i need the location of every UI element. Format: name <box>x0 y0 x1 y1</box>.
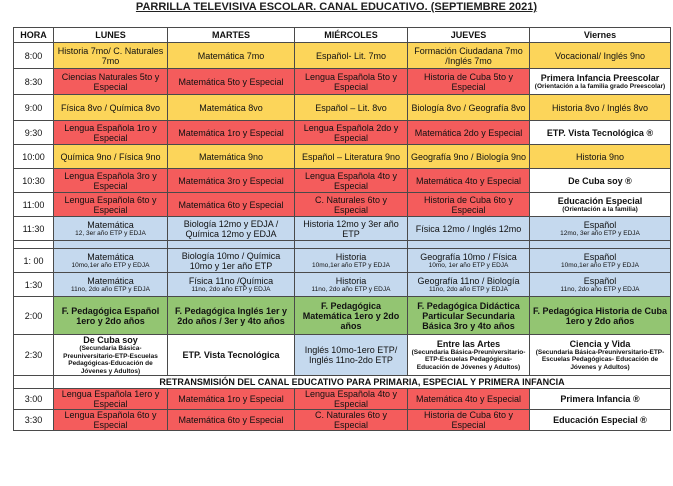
program-title: Lengua Española 3ro y Especial <box>64 170 157 191</box>
program-cell <box>408 95 530 121</box>
program-title: Entre las Artes <box>436 338 501 349</box>
program-title: F. Pedagógica Didáctica Particular Secundaria Básica 3ro y 4to años <box>417 300 520 331</box>
time-cell: 9:00 <box>14 95 54 121</box>
program-title: F. Pedagógica Español 1ero y 2do años <box>61 305 160 326</box>
program-title: Matemática <box>87 251 134 262</box>
retransmission-empty <box>14 376 54 389</box>
program-title: Historia <box>335 251 367 262</box>
program-title: F. Pedagógica Matemática 1ero y 2do años <box>302 300 400 331</box>
program-subtitle: (Secundaria Básica-Preuniversitario-ETP-Escuelas Pedagógicas-Educación de Jóvenes y Adultos) <box>63 345 158 375</box>
schedule-row <box>14 335 671 376</box>
schedule-row <box>14 95 671 121</box>
program-cell <box>168 95 295 121</box>
program-subtitle: 10mo,1er año ETP y EDJA <box>71 261 150 269</box>
program-cell <box>168 389 295 410</box>
program-title: Física 12mo / Inglés 12mo <box>415 223 522 234</box>
program-title: Educación Especial <box>557 195 643 206</box>
spacer-row <box>14 241 671 249</box>
program-title: Lengua Española 2do y Especial <box>303 122 399 143</box>
program-title: Lengua Española 6to y Especial <box>64 194 157 215</box>
program-cell <box>168 249 295 273</box>
program-title: Ciencia y Vida <box>569 338 631 349</box>
program-cell <box>54 169 168 193</box>
program-title: Geografía 10mo / Física <box>420 251 517 262</box>
program-title: Matemática 1ro y Especial <box>178 127 284 138</box>
spacer-cell <box>408 241 530 249</box>
schedule-row <box>14 145 671 169</box>
program-title: C. Naturales 6to y Especial <box>314 194 388 215</box>
program-cell <box>530 297 671 335</box>
program-title: Matemática 6to y Especial <box>178 415 284 425</box>
program-cell <box>54 145 168 169</box>
program-cell <box>530 95 671 121</box>
header-thursday: JUEVES <box>408 28 530 43</box>
program-cell <box>295 297 408 335</box>
program-cell <box>295 169 408 193</box>
program-title: Matemática 7mo <box>197 50 265 61</box>
program-title: Matemática 9no <box>198 151 264 162</box>
program-title: Ciencias Naturales 5to y Especial <box>61 71 160 92</box>
program-cell <box>408 193 530 217</box>
spacer-cell <box>14 241 54 249</box>
program-cell <box>54 121 168 145</box>
program-subtitle: 11no, 2do año ETP y EDJA <box>429 285 508 293</box>
schedule-row <box>14 169 671 193</box>
program-cell <box>54 389 168 410</box>
schedule-row <box>14 69 671 95</box>
program-cell <box>54 217 168 241</box>
program-title: Física 8vo / Química 8vo <box>60 102 161 113</box>
schedule-row <box>14 121 671 145</box>
program-cell <box>54 193 168 217</box>
time-cell: 8:00 <box>14 43 54 69</box>
program-title: Matemática 5to y Especial <box>178 76 284 87</box>
program-title: Matemática 6to y Especial <box>178 199 284 210</box>
program-title: Historia de Cuba 6to y Especial <box>423 410 514 430</box>
program-title: Lengua Española 6to y Especial <box>64 410 157 430</box>
program-title: ETP. Vista Tecnológica ® <box>546 127 654 138</box>
program-title: Educación Especial ® <box>553 415 647 425</box>
time-cell: 10:00 <box>14 145 54 169</box>
spacer-cell <box>54 241 168 249</box>
program-cell <box>530 145 671 169</box>
schedule-row <box>14 273 671 297</box>
schedule-row <box>14 410 671 431</box>
program-title: C. Naturales 6to y Especial <box>314 410 388 430</box>
program-cell <box>530 43 671 69</box>
program-cell <box>408 335 530 376</box>
header-row <box>14 28 671 43</box>
program-cell <box>295 43 408 69</box>
program-title: Matemática 4to y Especial <box>415 394 522 404</box>
program-title: Geografía 11no / Biología <box>417 275 520 286</box>
program-title: Lengua Española 4to y Especial <box>304 170 398 191</box>
program-title: Biología 12mo y EDJA / Química 12mo y EDJA <box>183 218 279 239</box>
program-subtitle: (Orientación a la familia grado Preescolar) <box>534 82 666 90</box>
program-cell <box>295 249 408 273</box>
program-title: Matemática 8vo <box>199 102 263 113</box>
page-title: PARRILLA TELEVISIVA ESCOLAR. CANAL EDUCATIVO. (SEPTIEMBRE 2021) <box>135 1 538 13</box>
program-cell <box>168 297 295 335</box>
program-title: De Cuba soy ® <box>568 175 632 186</box>
program-title: Lengua Española 1ero y Especial <box>61 389 160 409</box>
program-title: Química 9no / Física 9no <box>60 151 161 162</box>
header-monday: LUNES <box>54 28 168 43</box>
program-cell <box>408 249 530 273</box>
program-title: Historia de Cuba 6to y Especial <box>423 194 514 215</box>
program-subtitle: (Secundaria Básica-Preuniversitario-ETP-Escuelas Pedagógicas-Educación de Jóvenes y Adultos) <box>411 348 526 371</box>
program-cell <box>168 169 295 193</box>
program-cell <box>168 121 295 145</box>
program-title: Inglés 10mo-1ero ETP/ Inglés 11no-2do ETP <box>304 345 398 365</box>
program-cell <box>54 297 168 335</box>
time-cell: 11:30 <box>14 217 54 241</box>
schedule-row <box>14 217 671 241</box>
spacer-cell <box>530 241 671 249</box>
program-cell <box>530 410 671 431</box>
program-cell <box>408 217 530 241</box>
program-cell <box>295 389 408 410</box>
time-cell: 11:00 <box>14 193 54 217</box>
time-cell: 9:30 <box>14 121 54 145</box>
program-title: Biología 10mo / Química 10mo y 1er año ETP <box>181 250 281 271</box>
header-wednesday: MIÉRCOLES <box>295 28 408 43</box>
schedule-row <box>14 193 671 217</box>
program-title: Matemática 2do y Especial <box>414 127 523 138</box>
program-title: Matemática 1ro y Especial <box>178 394 284 404</box>
program-cell <box>408 389 530 410</box>
program-cell <box>168 410 295 431</box>
time-cell: 2:00 <box>14 297 54 335</box>
program-title: Español – Lit. 8vo <box>315 102 387 113</box>
time-cell: 2:30 <box>14 335 54 376</box>
program-title: Vocacional/ Inglés 9no <box>554 50 646 61</box>
program-cell <box>408 43 530 69</box>
program-cell <box>530 249 671 273</box>
program-subtitle: 12mo, 3er año ETP y EDJA <box>560 229 640 237</box>
program-title: Historia 8vo / Inglés 8vo <box>551 102 649 113</box>
program-cell <box>408 273 530 297</box>
time-cell: 3:00 <box>14 389 54 410</box>
program-cell <box>295 69 408 95</box>
program-cell <box>530 217 671 241</box>
program-cell <box>408 69 530 95</box>
program-title: Historia de Cuba 5to y Especial <box>423 71 514 92</box>
program-subtitle: (Orientación a la familia) <box>562 205 638 213</box>
program-title: Geografía 9no / Biología 9no <box>410 151 527 162</box>
program-cell <box>54 43 168 69</box>
program-title: Historia 7mo/ C. Naturales 7mo <box>57 45 164 66</box>
program-title: Historia 12mo y 3er año ETP <box>303 218 399 239</box>
program-cell <box>168 335 295 376</box>
program-cell <box>530 169 671 193</box>
program-cell <box>408 145 530 169</box>
program-cell <box>295 335 408 376</box>
header-tuesday: MARTES <box>168 28 295 43</box>
program-cell <box>54 410 168 431</box>
schedule-row <box>14 297 671 335</box>
program-cell <box>54 273 168 297</box>
program-title: Matemática 3ro y Especial <box>178 175 284 186</box>
program-cell <box>295 193 408 217</box>
program-cell <box>295 95 408 121</box>
header-hour: HORA <box>14 28 54 43</box>
retransmission-banner: RETRANSMISIÓN DEL CANAL EDUCATIVO PARA PRIMARIA, ESPECIAL Y PRIMERA INFANCIA <box>54 376 671 389</box>
program-subtitle: 10mo,1er año ETP y EDJA <box>312 261 390 269</box>
program-title: Español – Literatura 9no <box>301 151 401 162</box>
program-title: F. Pedagógica Inglés 1er y 2do años / 3er y 4to años <box>174 305 288 326</box>
header-friday: Viernes <box>530 28 671 43</box>
program-subtitle: (Secundaria Básica-Preuniversitario-ETP-Escuelas Pedagógicas- Educación de Jóvenes y Adultos) <box>535 348 665 371</box>
spacer-cell <box>295 241 408 249</box>
program-cell <box>168 69 295 95</box>
program-title: Lengua Española 5to y Especial <box>304 71 398 92</box>
time-cell: 1: 00 <box>14 249 54 273</box>
program-cell <box>168 273 295 297</box>
program-cell <box>54 249 168 273</box>
retransmission-row <box>14 376 671 389</box>
program-title: Lengua Española 1ro y Especial <box>64 122 157 143</box>
program-cell <box>530 121 671 145</box>
schedule-row <box>14 43 671 69</box>
program-cell <box>530 273 671 297</box>
program-title: Matemática <box>87 275 134 286</box>
time-cell: 10:30 <box>14 169 54 193</box>
time-cell: 1:30 <box>14 273 54 297</box>
program-title: Lengua Española 4to y Especial <box>304 389 398 409</box>
program-title: Español <box>583 251 617 262</box>
program-subtitle: 12, 3er año ETP y EDJA <box>75 229 146 237</box>
program-title: ETP. Vista Tecnológica <box>182 350 280 360</box>
schedule-body <box>14 28 671 431</box>
schedule-table <box>13 27 671 431</box>
program-cell <box>54 335 168 376</box>
program-title: De Cuba soy <box>83 335 138 345</box>
program-subtitle: 11no, 2do año ETP y EDJA <box>71 285 150 293</box>
time-cell: 8:30 <box>14 69 54 95</box>
program-cell <box>295 145 408 169</box>
program-title: Español <box>583 219 617 230</box>
program-title: Matemática 4to y Especial <box>415 175 522 186</box>
program-cell <box>530 69 671 95</box>
program-cell <box>530 389 671 410</box>
schedule-row <box>14 249 671 273</box>
program-title: Primera Infancia Preescolar <box>540 72 660 83</box>
spacer-cell <box>168 241 295 249</box>
program-subtitle: 10mo, 1er año ETP y EDJA <box>428 261 509 269</box>
program-cell <box>168 43 295 69</box>
program-title: Matemática <box>87 219 134 230</box>
program-cell <box>295 121 408 145</box>
program-cell <box>54 69 168 95</box>
program-title: Primera Infancia ® <box>560 394 640 404</box>
program-cell <box>168 217 295 241</box>
program-title: Formación Ciudadana 7mo /Inglés 7mo <box>414 45 523 66</box>
program-cell <box>408 410 530 431</box>
time-cell: 3:30 <box>14 410 54 431</box>
program-subtitle: 11no, 2do año ETP y EDJA <box>191 285 271 293</box>
program-cell <box>54 95 168 121</box>
program-cell <box>168 145 295 169</box>
program-subtitle: 11no, 2do año ETP y EDJA <box>311 285 391 293</box>
program-cell <box>408 121 530 145</box>
program-title: Español <box>583 275 617 286</box>
schedule-row <box>14 389 671 410</box>
program-cell <box>295 217 408 241</box>
program-title: Física 11no /Química <box>188 275 274 286</box>
program-subtitle: 11no, 2do año ETP y EDJA <box>560 285 640 293</box>
program-title: Historia 9no <box>575 151 625 162</box>
program-title: Español- Lit. 7mo <box>315 50 387 61</box>
program-title: Historia <box>335 275 367 286</box>
program-cell <box>408 297 530 335</box>
program-cell <box>168 193 295 217</box>
program-cell <box>295 273 408 297</box>
program-cell <box>530 335 671 376</box>
program-cell <box>408 169 530 193</box>
program-cell <box>295 410 408 431</box>
program-subtitle: 10mo,1er año ETP y EDJA <box>561 261 639 269</box>
program-title: Biología 8vo / Geografía 8vo <box>411 102 526 113</box>
program-title: F. Pedagógica Historia de Cuba 1ero y 2do años <box>532 305 668 326</box>
program-cell <box>530 193 671 217</box>
